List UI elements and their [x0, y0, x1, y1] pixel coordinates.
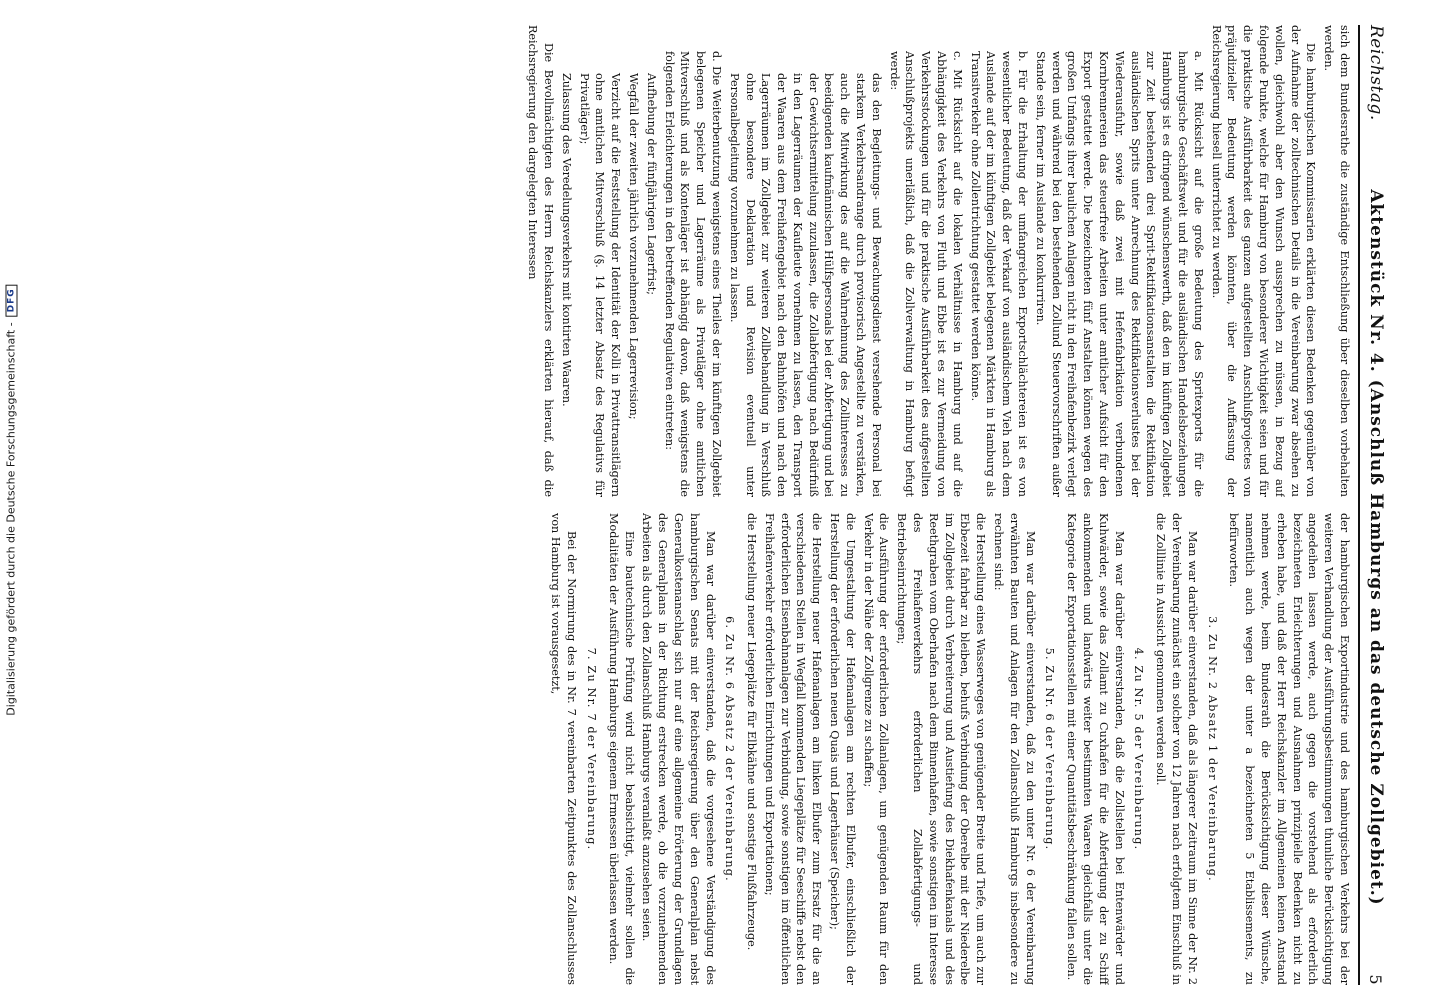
- paragraph: die Herstellung neuer Hafenanlagen am linken Elbufer zum Ersatz für die an verschiedenen Stellen in Wegfall kommenden Liegeplätze für Seeschiffe nebst den erforderlichen Eisenbahnanlagen zur Verbindung, sowie sonstigen im öffentlichen Freihafenverkehr erforderlichen Einrichtungen und Exportationen;: [762, 513, 824, 985]
- paragraph: sich dem Bundesrathe die zuständige Entschließung über dieselben vorbehalten werden.: [1322, 25, 1351, 497]
- scanned-page: [92, 25, 1392, 985]
- paragraph: die Herstellung eines Wasserweges von genügender Breite und Tiefe, um auch zur Ebbezeit fahrbar zu bleiben, behufs Verbindung der Oberelbe mit der Niederelbe im Zollgebiet durch Verbreiterung und Austiefung des Diekhafenkanals und des Reethgraben vom Oberhafen nach dem Binnenhafen, sowie sonstigen im Interesse des Freihafenverkehrs erforderlichen Zollabfertigungs- und Betriebseinrichtungen;: [895, 513, 988, 985]
- header-left: Reichstag.: [1366, 25, 1386, 121]
- paragraph: die Umgestaltung der Hafenanlagen am rechten Elbufer, einschließlich der Herstellung der erforderlichen neuen Quais und Lagerhäuser (Speicher);: [828, 513, 857, 985]
- paragraph: d. Die Weiterbenutzung wenigstens eines Theiles der im künftigen Zollgebiet belegenen Speicher und Lagerräume als Privatläger ohne amtlichen Mitverschluß und als Kontenläger ist abhängig davon, daß wenigstens die folgenden Erleichterungen in den betreffenden Regulativen eintreten:: [662, 51, 723, 497]
- page-number: 5: [1366, 974, 1386, 985]
- paragraph: Wegfall der zweiten jährlich vorzunehmenden Lagerrevision;: [626, 73, 640, 420]
- section-heading: 4. Zu Nr. 5 der Vereinbarung.: [1132, 647, 1146, 851]
- right-column: [92, 513, 1352, 985]
- paragraph: Zulassung des Veredelungsverkehrs mit kontirten Waaren.: [559, 73, 573, 407]
- credit-text: Digitalisierung gefördert durch die Deutsche Forschungsgemeinschaft -: [4, 322, 18, 716]
- paragraph: Eine bautechnische Prüfung wird nicht beabsichtigt, vielmehr sollen die Modalitäten der Ausführung Hamburgs eigenem Ermessen überlassen werden.: [606, 513, 636, 985]
- credit-text-rotated: [5, 284, 18, 715]
- section-heading: 5. Zu Nr. 6 der Vereinbarung.: [1043, 647, 1057, 851]
- paragraph: die Herstellung neuer Liegeplätze für Elbkähne und sonstige Flußfahrzeuge.: [745, 513, 759, 951]
- paragraph: Man war darüber einverstanden, daß die vorgesehene Verständigung des hamburgischen Senats mit der Reichsregierung über den Generalplan nebst Generalkostenanschlag sich nur auf eine allgemeine Erörterung der Grundlagen des Generalplans in der Richtung erstrecken werde, ob die vorzunehmenden Arbeiten als durch den Zollanschluß Hamburgs veranlaßt anzusehen seien.: [640, 513, 717, 985]
- paragraph: die Ausführung der erforderlichen Zollanlagen, um genügenden Raum für den Verkehr in der Nähe der Zollgrenze zu schaffen;: [861, 513, 891, 985]
- paragraph: Die hamburgischen Kommissarien erklärten diesen Bedenken gegenüber von der Aufnahme der zolltechnischen Details in die Vereinbarung zwar absehen zu wollen, gleichwohl aber den Wunsch aussprechen zu müssen, in Bezug auf folgende Punkte, welche für Hamburg von besonderer Wichtigkeit seien und für die praktische Ausführbarkeit des ganzen aufgestellten Anschlußprojectes von präjudizieller Bedeutung werden könnten, über die Auffassung der Reichsregierung hiesell unterrichtet zu werden.: [1209, 25, 1318, 497]
- section-heading: 6. Zu Nr. 6 Absatz 2 der Vereinbarung.: [723, 616, 737, 882]
- paragraph: Aufhebung der fünfjährigen Lagerfrist;: [644, 73, 658, 296]
- paragraph: der hamburgischen Exportindustrie und des hamburgischen Verkehrs bei der weiteren Verhandlung der Ausführungsbestimmungen thunliche Berücksichtigung angedeihen lassen werde, auch gegen die vorstehend als erforderlich bezeichneten Erleichterungen und Ausnahmen prinzipielle Bedenken nicht zu erheben habe, und daß der Herr Reichskanzler im Allgemeinen keinen Anstand nehmen werde, beim Bundesrath die Berücksichtigung dieser Wünsche, namentlich auch wegen der unter a bezeichneten 5 Etablissements, zu befürworten.: [1227, 513, 1351, 985]
- running-header: [1358, 25, 1392, 985]
- paragraph: Die Bevollmächtigten des Herrn Reichskanzlers erklärten hierauf, daß die Reichsregierung den dargelegten Interessen: [526, 25, 555, 497]
- paragraph: b. Für die Erhaltung der umfangreichen Exportschlächtereien ist es von wesentlicher Bedeutung, daß der Verkauf von ausländischem Vieh nach dem Auslande auf der im künftigen Zollgebiet belegenen Märkten in Hamburg als Transitverkehr ohne Zollentrichtung gestattet werden könne.: [968, 51, 1030, 497]
- text-columns: [92, 25, 1352, 985]
- paragraph: Man war darüber einverstanden, daß die Zollstellen bei Entenwärder und Kuhwärder, sowie das Zollamt zu Cuxhafen für die Abfertigung der zu Schiff ankommenden und landwärts weiter bestimmten Waaren gleichfalls unter die Kategorie der Exportationsstellen mit einer Quantitätsbeschränkung fallen sollen.: [1065, 513, 1126, 985]
- header-title: Aktenstück Nr. 4. (Anschluß Hamburgs an das deutsche Zollgebiet.): [1366, 189, 1386, 906]
- dfg-logo: DFG: [5, 284, 17, 316]
- section-heading: 3. Zu Nr. 2 Absatz 1 der Vereinbarung.: [1205, 616, 1219, 882]
- left-column: [92, 25, 1352, 497]
- paragraph: Man war darüber einverstanden, daß zu den unter Nr. 6 der Vereinbarung erwähnten Bauten und Anlagen für den Zollanschluß Hamburgs insbesondere zu rechnen sind:: [992, 513, 1037, 985]
- section-heading: 7. Zu Nr. 7 der Vereinbarung.: [584, 647, 598, 851]
- paragraph: Man war darüber einverstanden, daß als längerer Zeitraum im Sinne der Nr. 2 der Vereinbarung zunächst ein solcher von 12 Jahren nach erfolgtem Einschluß in die Zolllinie in Aussicht genommen werden soll.: [1154, 513, 1199, 985]
- paragraph: a. Mit Rücksicht auf die große Bedeutung des Spritexports für die hamburgische Geschäftswelt und für die ausländischen Handelsbeziehungen Hamburgs ist es dringend wünschenswerth, daß den im künftigen Zollgebiet zur Zeit bestehenden drei Sprit-Rektifikationsanstalten die Rektifikation ausländischen Sprits unter Anrechnung des Rektifikationsverlustes bei der Wiederausfuhr, sowie daß zwei mit Hefenfabrikation verbundenen Kornbrennereien das steuerfreie Arbeiten unter amtlicher Aufsicht für den Export gestattet werde. Die bezeichneten fünf Anstalten können wegen des großen Umfangs ihrer baulichen Anlagen nicht in den Freihafenbezirk verlegt werden und während bei den bestehenden Zollund Steuervorschriften außer Stande sein, ferner im Auslande zu konkurriren.: [1033, 51, 1205, 497]
- paragraph: das den Begleitungs- und Bewachungsdienst versehende Personal bei starkem Verkehrsandrange durch provisorisch Angestellte zu verstärken, auch die Mitwirkung des auf die Wahrnehmung des Zollinteresses zu beeidigenden kaufmännischen Hülfspersonals bei der Abfertigung und bei der Gewichtsermittelung zuzulassen, die Zollabfertigung nach Bedürfniß in den Lagerräumen der Kaufleute vornehmen zu lassen, den Transport der Waaren aus dem Freihafengebiet nach den Bahnhöfen und nach den Lagerräumen im Zollgebiet zur weiteren Zollbehandlung in Verschluß ohne besondere Deklaration und Revision eventuell unter Personalbegleitung vorzunehmen zu lassen.: [727, 73, 883, 497]
- paragraph: c. Mit Rücksicht auf die lokalen Verhältnisse in Hamburg und auf die Abhängigkeit des Verkehrs von Fluth und Ebbe ist es zur Vermeidung von Verkehrsstockungen und für die praktische Ausführbarkeit des aufgestellten Anschlußprojekts unerläßlich, daß die Zollverwaltung in Hamburg befugt werde:: [887, 51, 964, 497]
- paragraph: Bei der Normirung des in Nr. 7 vereinbarten Zeitpunktes des Zollanschlusses von Hamburg ist vorausgesetzt,: [549, 513, 579, 985]
- digitization-credit-strip: [0, 0, 22, 1000]
- paragraph: Verzicht auf die Feststellung der Identität der Kolli in Privattransitlägern ohne amtlichen Mitverschluß (§. 14 letzter Absatz des Regulativs für Privatläger);: [577, 73, 623, 497]
